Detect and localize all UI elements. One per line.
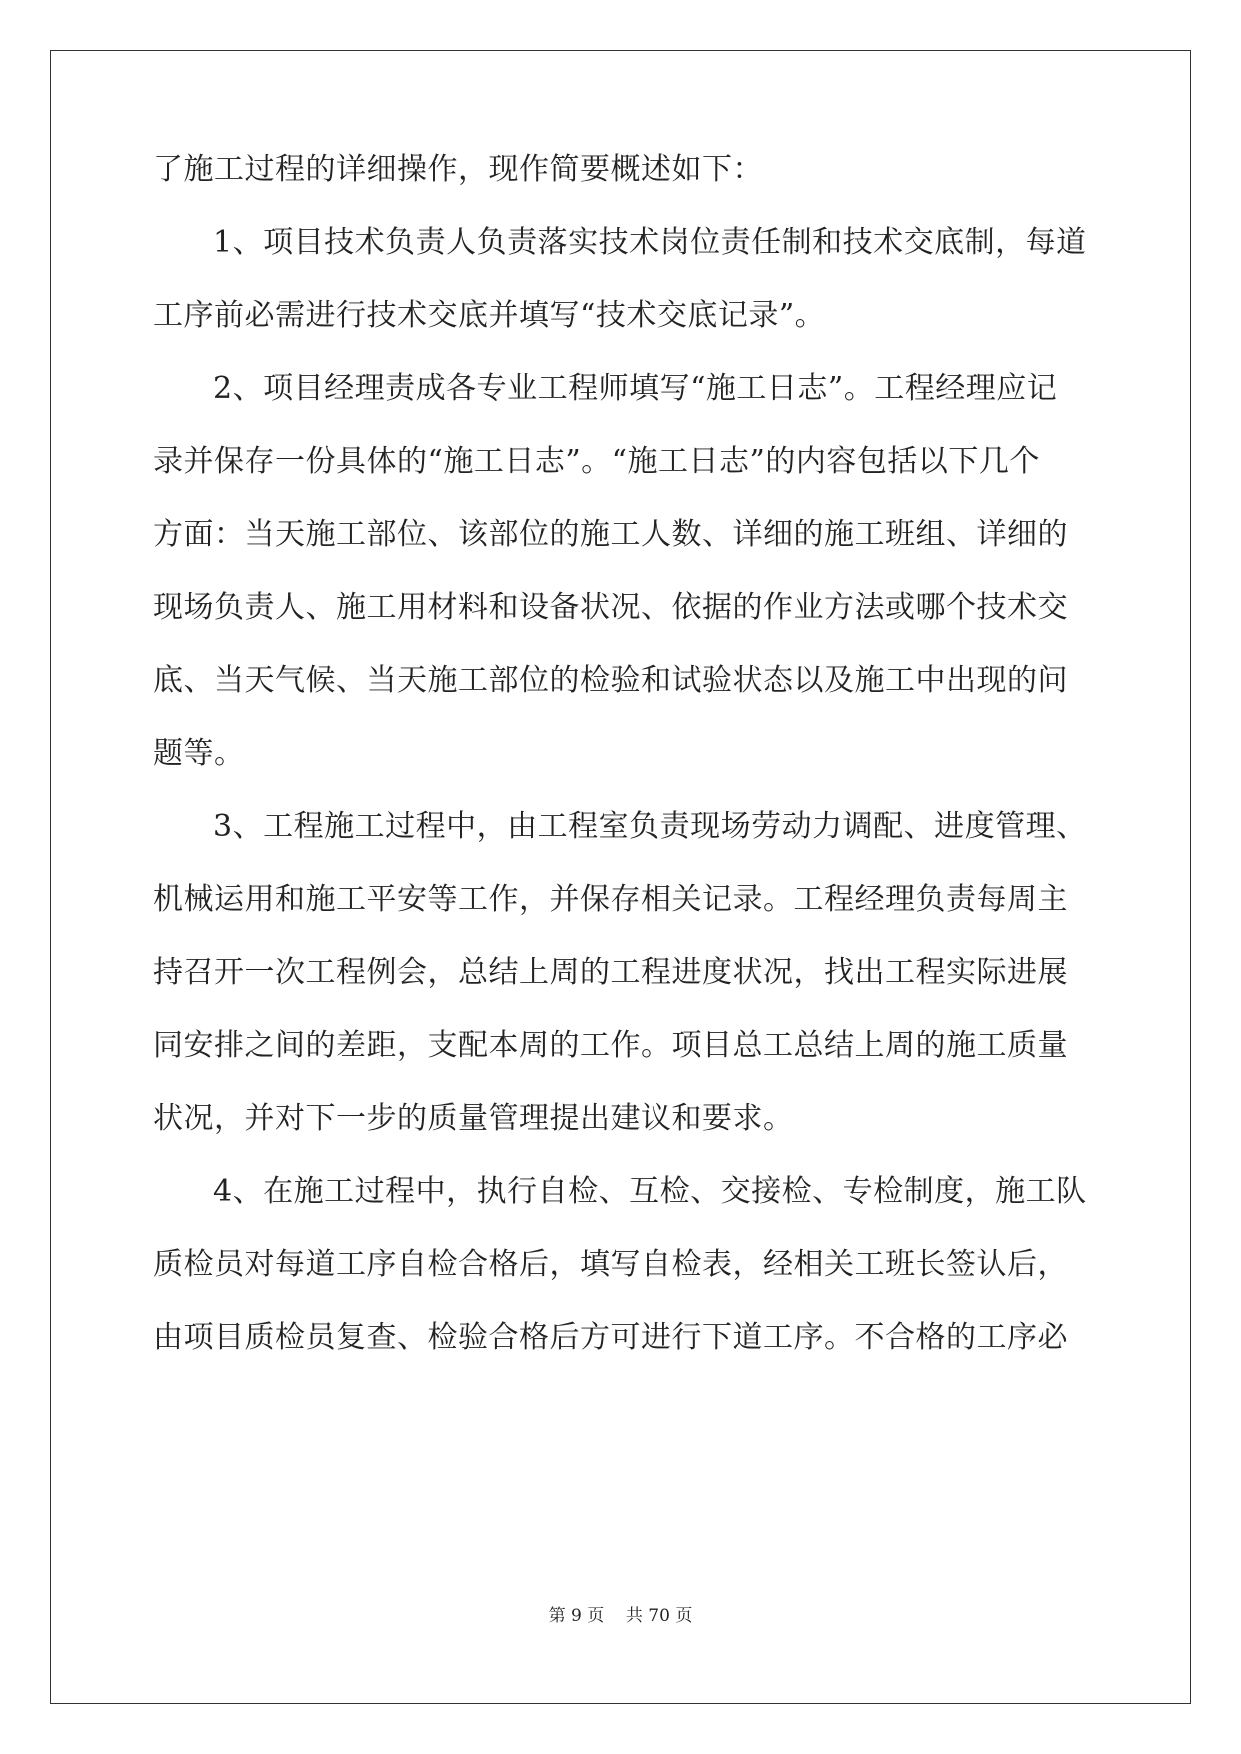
body-line-6: 方面：当天施工部位、该部位的施工人数、详细的施工班组、详细的	[153, 517, 1068, 552]
body-line-14: 状况，并对下一步的质量管理提出建议和要求。	[153, 1101, 794, 1136]
page-number-footer: 第 9 页 共 70 页	[548, 1606, 693, 1626]
body-line-5: 录并保存一份具体的“施工日志”。“施工日志”的内容包括以下几个	[153, 444, 1040, 479]
body-line-12: 持召开一次工程例会，总结上周的工程进度状况，找出工程实际进展	[153, 955, 1068, 990]
body-line-17: 由项目质检员复查、检验合格后方可进行下道工序。不合格的工序必	[153, 1320, 1068, 1355]
body-line-10: 3、工程施工过程中，由工程室负责现场劳动力调配、进度管理、	[213, 809, 1087, 844]
body-line-7: 现场负责人、施工用材料和设备状况、依据的作业方法或哪个技术交	[153, 590, 1068, 625]
body-line-1: 了施工过程的详细操作，现作简要概述如下：	[153, 152, 763, 187]
body-line-15: 4、在施工过程中，执行自检、互检、交接检、专检制度，施工队	[213, 1174, 1087, 1209]
body-line-16: 质检员对每道工序自检合格后，填写自检表，经相关工班长签认后，	[153, 1247, 1068, 1282]
body-line-3: 工序前必需进行技术交底并填写“技术交底记录”。	[153, 298, 826, 333]
body-line-11: 机械运用和施工平安等工作，并保存相关记录。工程经理负责每周主	[153, 882, 1068, 917]
body-line-2: 1、项目技术负责人负责落实技术岗位责任制和技术交底制，每道	[213, 225, 1087, 260]
body-line-9: 题等。	[153, 736, 245, 771]
body-line-4: 2、项目经理责成各专业工程师填写“施工日志”。工程经理应记	[213, 371, 1058, 406]
body-line-8: 底、当天气候、当天施工部位的检验和试验状态以及施工中出现的问	[153, 663, 1068, 698]
body-line-13: 同安排之间的差距，支配本周的工作。项目总工总结上周的施工质量	[153, 1028, 1068, 1063]
